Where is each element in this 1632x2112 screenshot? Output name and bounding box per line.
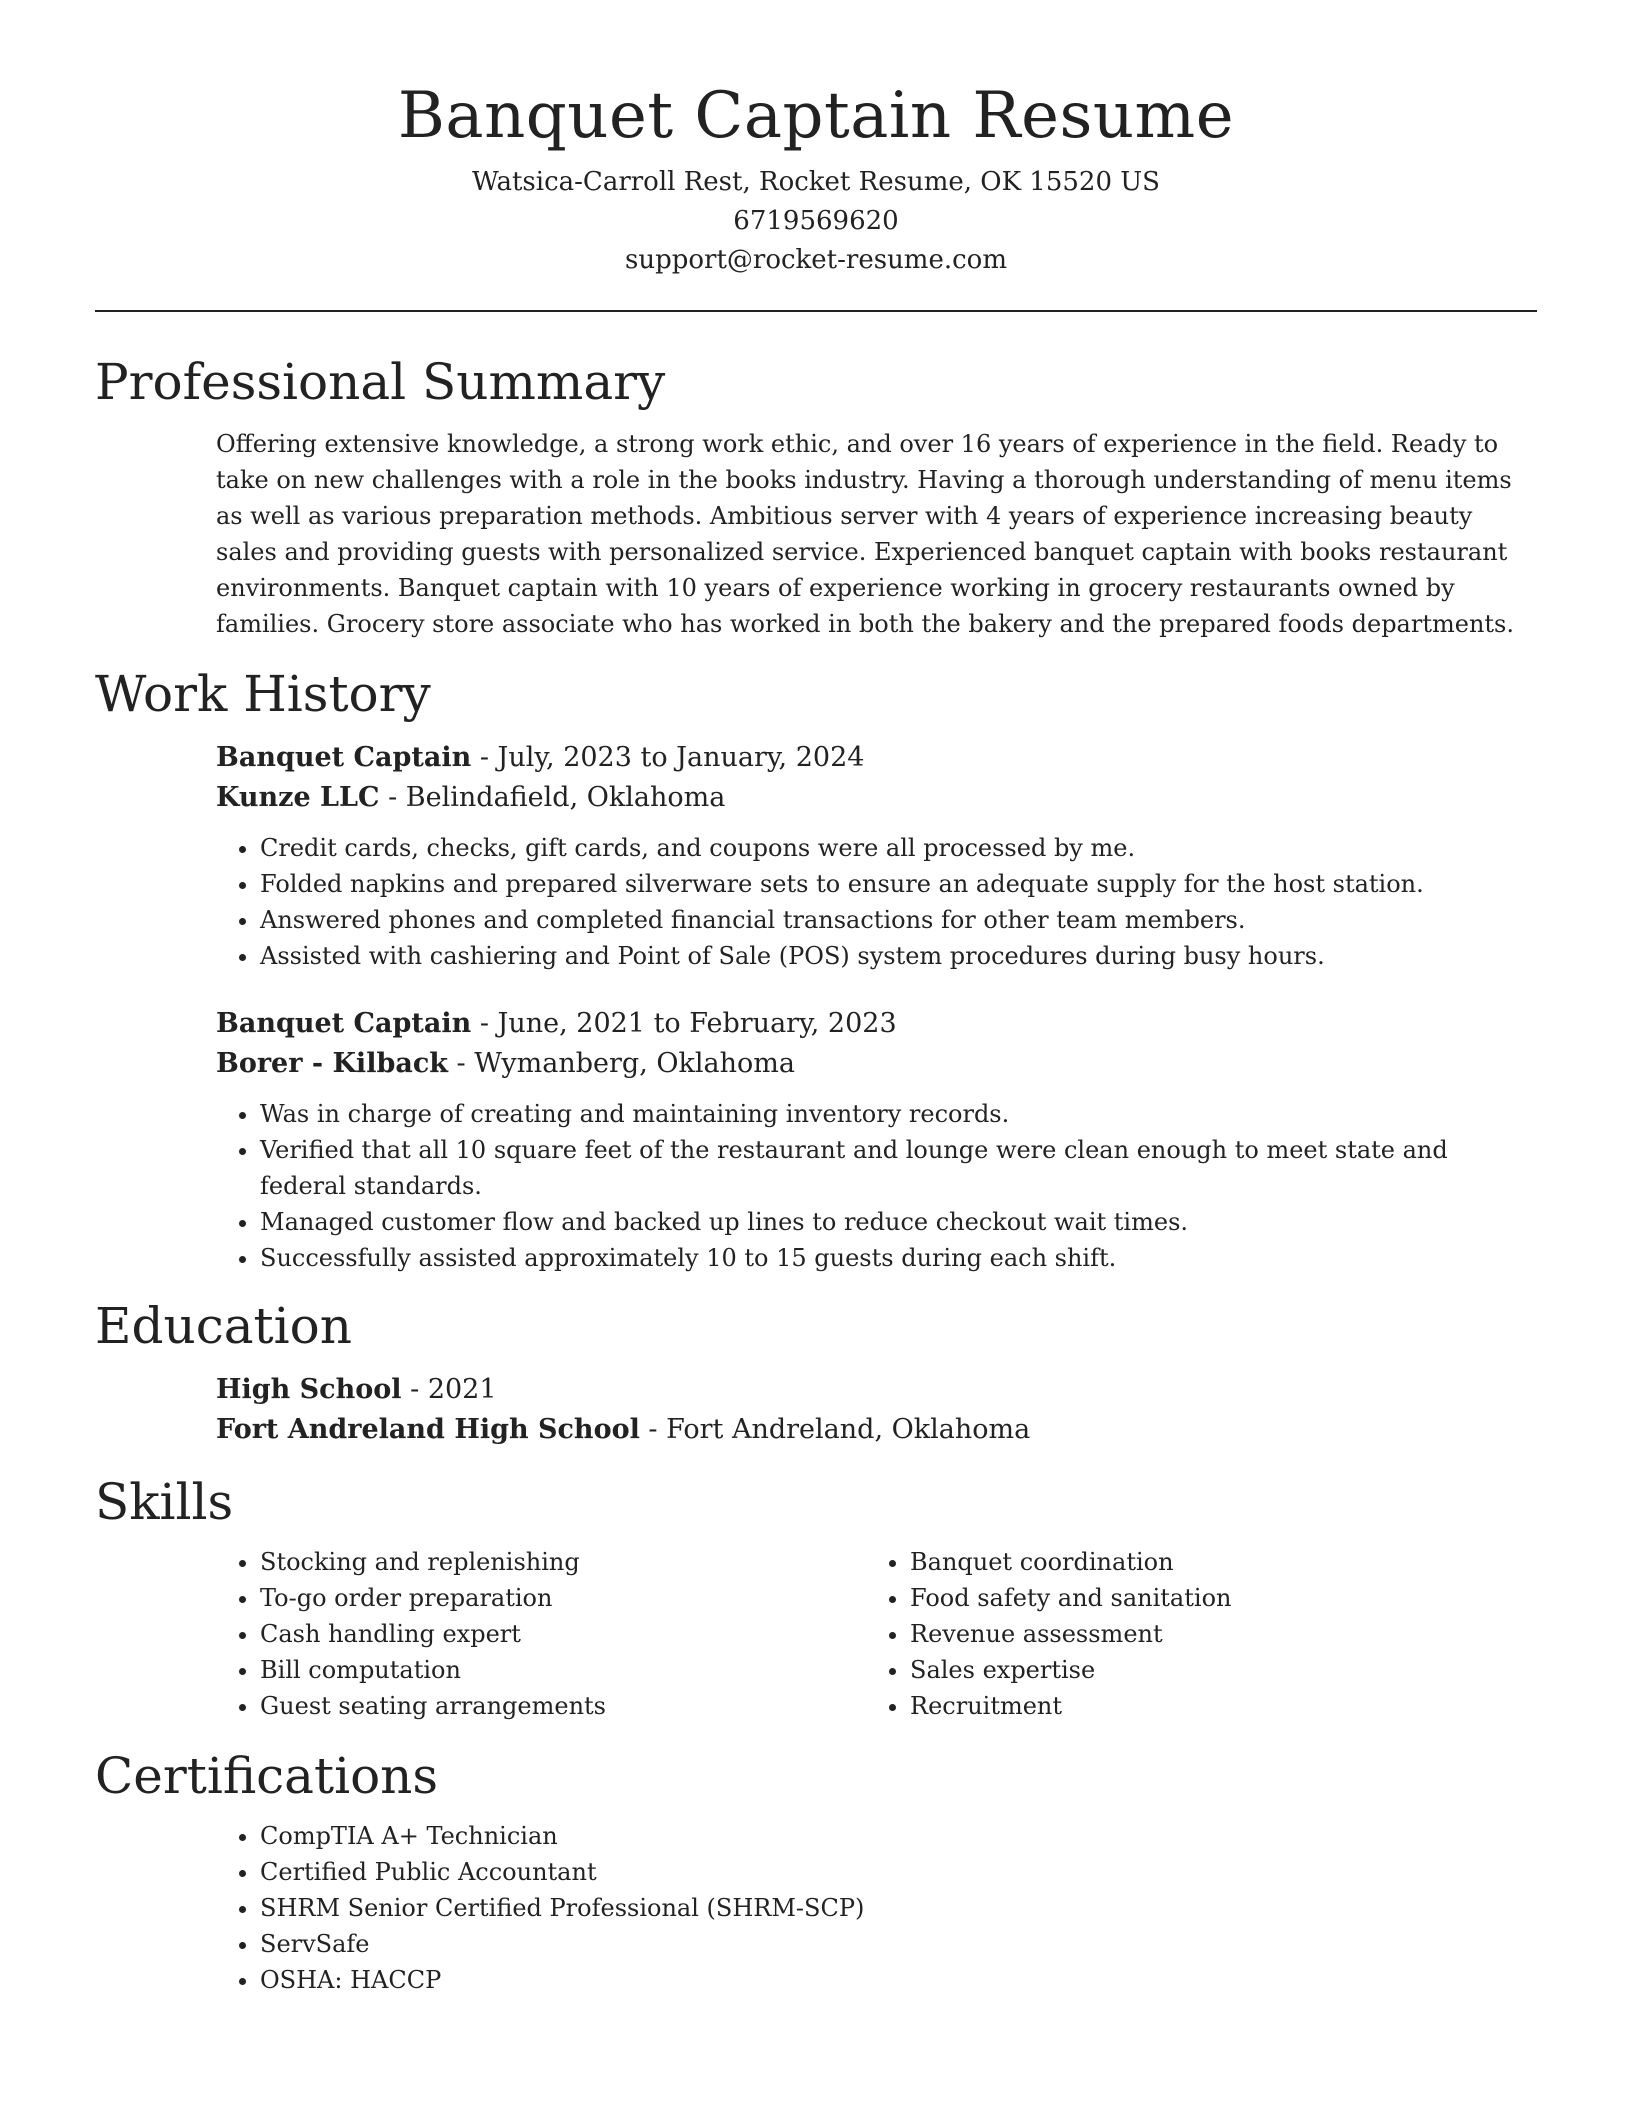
job-title: Banquet Captain [216,741,472,773]
work-history-section [95,664,1537,1276]
certification-item: • CompTIA A+ Technician [260,1818,1537,1854]
certification-item: • Certified Public Accountant [260,1854,1537,1890]
skills-list-right [866,1544,1516,1724]
skill-item: • Food safety and sanitation [910,1580,1516,1616]
header-divider [95,310,1537,312]
skill-item: • Bill computation [260,1652,866,1688]
resume-title: Banquet Captain Resume [397,79,1235,153]
contact-email: support@rocket-resume.com [624,244,1007,275]
certifications-entry [216,1818,1537,1998]
job-entry [216,1004,1537,1276]
contact-block [95,163,1537,280]
education-degree-line [216,1370,1537,1410]
job-dates: - July, 2023 to January, 2024 [471,741,865,773]
education-section [95,1296,1537,1450]
job-duty: • Credit cards, checks, gift cards, and coupons were all processed by me. [260,830,1537,866]
skills-heading: Skills [95,1472,234,1531]
job-dates: - June, 2021 to February, 2023 [471,1007,897,1039]
job-duty: • Assisted with cashiering and Point of Sale (POS) system procedures during busy hours. [260,938,1537,974]
summary-heading: Professional Summary [95,352,666,411]
education-heading: Education [95,1296,352,1355]
skill-item: • To-go order preparation [260,1580,866,1616]
certifications-heading: Certifications [95,1746,439,1805]
skill-item: • Sales expertise [910,1652,1516,1688]
contact-phone: 6719569620 [733,205,899,236]
job-title-line [216,1004,1537,1044]
contact-address: Watsica-Carroll Rest, Rocket Resume, OK 15520 US [472,166,1160,197]
resume-page [95,78,1537,1998]
skills-section [95,1472,1537,1724]
certifications-list [216,1818,1537,1998]
job-company: Kunze LLC [216,781,380,813]
summary-section [95,352,1537,642]
education-school: Fort Andreland High School [216,1413,640,1445]
job-title-line [216,738,1537,778]
job-duty: • Managed customer flow and backed up lines to reduce checkout wait times. [260,1204,1537,1240]
education-location: - Fort Andreland, Oklahoma [639,1413,1031,1445]
job-company-line [216,1044,1537,1084]
skill-item: • Revenue assessment [910,1616,1516,1652]
job-duty: • Successfully assisted approximately 10 to 15 guests during each shift. [260,1240,1537,1276]
job-duties-list [216,830,1537,974]
certification-item: • OSHA: HACCP [260,1962,1537,1998]
job-location: - Wymanberg, Oklahoma [447,1047,795,1079]
education-degree: High School [216,1373,402,1405]
job-company-line [216,778,1537,818]
work-history-heading: Work History [95,664,431,723]
job-title: Banquet Captain [216,1007,472,1039]
skill-item: • Stocking and replenishing [260,1544,866,1580]
job-location: - Belindafield, Oklahoma [379,781,726,813]
education-school-line [216,1410,1537,1450]
skills-grid [216,1544,1537,1724]
skill-item: • Guest seating arrangements [260,1688,866,1724]
certifications-section [95,1746,1537,1998]
summary-text: Offering extensive knowledge, a strong work ethic, and over 16 years of experience in the field. Ready to take on new challenges with a role in the books industry. Having a thorough understanding of menu items as well as various preparation methods. Ambitious server with 4 years of experience increasing beauty sales and providing guests with personalized service. Experienced banquet captain with books restaurant environments. Banquet captain with 10 years of experience working in grocery restaurants owned by families. Grocery store associate who has worked in both the bakery and the prepared foods departments. [216,429,1514,638]
skills-list-left [216,1544,866,1724]
skill-item: • Banquet coordination [910,1544,1516,1580]
skill-item: • Cash handling expert [260,1616,866,1652]
job-duty: • Folded napkins and prepared silverware sets to ensure an adequate supply for the host station. [260,866,1537,902]
certification-item: • ServSafe [260,1926,1537,1962]
education-year: - 2021 [401,1373,497,1405]
skill-item: • Recruitment [910,1688,1516,1724]
certification-item: • SHRM Senior Certified Professional (SHRM-SCP) [260,1890,1537,1926]
education-entry [216,1370,1537,1450]
job-duty: • Answered phones and completed financial transactions for other team members. [260,902,1537,938]
job-duty: • Was in charge of creating and maintaining inventory records. [260,1096,1537,1132]
job-duty: • Verified that all 10 square feet of the restaurant and lounge were clean enough to meet state and federal standards. [260,1132,1537,1204]
job-duties-list [216,1096,1537,1276]
job-entry [216,738,1537,974]
job-company: Borer - Kilback [216,1047,448,1079]
